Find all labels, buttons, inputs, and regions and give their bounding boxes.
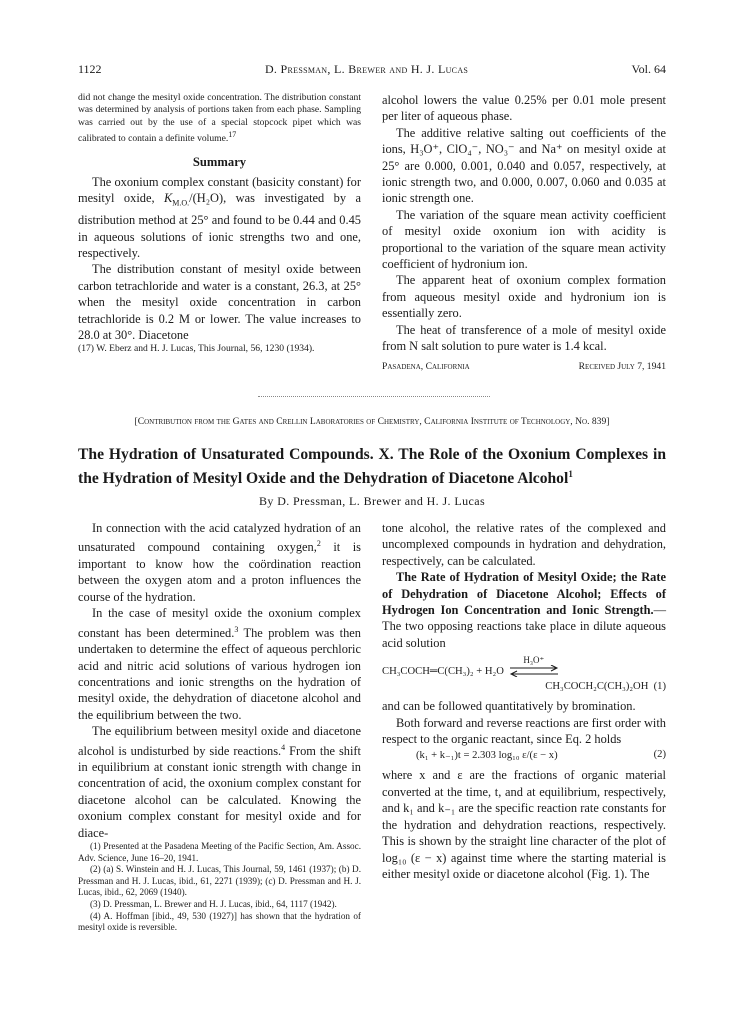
footnote-ref: 17 — [228, 130, 237, 140]
summary-heading: Summary — [192, 154, 247, 169]
summary-paragraph-4: The additive relative salting out coefficients of the ions, H₃O⁺, ClO₄⁻, NO₃⁻ and Na⁺ on mesityl oxide at 25° are 0.000, 0.001, 0.040 and 0.057, respectively, at ionic strength two, and 0.000, 0.007, 0.060 and 0.035 at ionic strength one. — [382, 125, 666, 206]
signature-line — [382, 361, 666, 372]
intro-paragraph: did not change the mesityl oxide concentration. The distribution constant was determined by analysis of portions taken from each phase. Sampling was carried out by the use of a special stopcock pipet which was calibrated to contain a definite volume.$^{17}$ — [78, 92, 361, 145]
intro-paragraph-3: The equilibrium between mesityl oxide and diacetone alcohol is undisturbed by side reactions.$^4$ From the shift in equilibrium at constant ionic strength with change in concentration of acid, the oxonium complex constant for diacetone alcohol can be calculated. Knowing the oxonium complex constant for mesityl oxide and for diace- — [78, 724, 361, 840]
right-column-top — [382, 92, 666, 372]
footnote-1: (1) Presented at the Pasadena Meeting of the Pacific Section, Am. Assoc. Adv. Science, June 16–20, 1941. — [78, 841, 361, 863]
equilibrium-arrow-icon — [508, 665, 560, 677]
summary-paragraph-7: The heat of transference of a mole of mesityl oxide from N salt solution to pure water is 1.4 kcal. — [382, 322, 666, 354]
running-head-authors: D. Pressman, L. Brewer and H. J. Lucas — [264, 62, 469, 76]
summary-paragraph-1: The oxonium complex constant (basicity constant) for mesityl oxide, $K_{M.O.}/(H_2O)$, was investigated by a distribution method at 25° and found to be 0.44 and 0.45 in aqueous solutions of ionic strengths two and one, respectively. — [78, 174, 361, 260]
intro-paragraph-2: In the case of mesityl oxide the oxonium complex constant has been determined.$^3$ The problem was then undertaken to determine the effect of aqueous perchloric acid and nitric acid solutions of various hydrogen ion concentrations and ionic strengths on the hydration of mesityl oxide, the dehydration of diacetone alcohol and the equilibrium between the two. — [78, 606, 361, 722]
rate-section-heading: The Rate of Hydration of Mesityl Oxide; the Rate of Dehydration of Diacetone Alcohol; Effects of Hydrogen Ion Concentration and Ionic Strength. — [382, 570, 666, 618]
footnote-17: (17) W. Eberz and H. J. Lucas, This Journal, 56, 1230 (1934). — [78, 343, 315, 355]
location: Pasadena, California — [382, 360, 470, 372]
left-column-top — [78, 92, 361, 356]
body-paragraph-3: Both forward and reverse reactions are first order with respect to the organic reactant, since Eq. 2 holds — [382, 715, 666, 747]
equation-1-left: CH₃COCH═C(CH₃)₂ + H₂O — [382, 666, 504, 678]
body-paragraph-2: and can be followed quantitatively by bromination. — [382, 699, 636, 714]
summary-paragraph-5: The variation of the square mean activity coefficient of mesityl oxide oxonium ion with acidity is proportional to the variation of the square mean activity coefficient of hydronium ion. — [382, 207, 666, 272]
catalyst-label: H₃O⁺ — [523, 655, 545, 666]
intro-paragraph-1: In connection with the acid catalyzed hydration of an unsaturated compound containing oxygen,$^2$ it is important to know how the coördination reaction between the oxygen atom and a proton influences the course of the hydration. — [78, 521, 361, 604]
received-date: Received July 7, 1941 — [578, 360, 666, 372]
equation-1-number: (1) — [653, 681, 666, 693]
body-paragraph-1: tone alcohol, the relative rates of the complexed and uncomplexed compounds in hydration and dehydration, respectively, can be calculated. — [382, 521, 666, 568]
summary-paragraph-3: alcohol lowers the value 0.25% per 0.01 mole present per liter of aqueous phase. — [382, 93, 666, 124]
summary-paragraph-6: The apparent heat of oxonium complex formation from aqueous mesityl oxide and hydronium ion is essentially zero. — [382, 273, 666, 321]
equation-2-number: (2) — [653, 749, 666, 761]
equation-2 — [382, 749, 666, 761]
footnote-2: (2) (a) S. Winstein and H. J. Lucas, This Journal, 59, 1461 (1937); (b) D. Pressman and H. J. Lucas, ibid., 61, 2271 (1939); (c) D. Pressman and H. J. Lucas, ibid., 62, 2069 (1940). — [78, 864, 361, 898]
volume-label: Vol. 64 — [631, 62, 666, 76]
right-column-bottom — [382, 520, 666, 882]
equilibrium-arrows — [508, 655, 560, 679]
left-column-bottom — [78, 520, 361, 934]
equation-2-expression: (k₁ + k₋₁)t = 2.303 log₁₀ ε/(ε − x) — [416, 750, 558, 762]
byline: By D. Pressman, L. Brewer and H. J. Lucas — [258, 494, 486, 508]
title-footnote-ref: 1 — [568, 468, 573, 479]
summary-paragraph-2: The distribution constant of mesityl oxide between carbon tetrachloride and water is a constant, 26.3, at 25° when the mesityl oxide concentration in carbon tetrachloride is 0.2 M or lower. The value increases to 28.0 at 30°. Diacetone — [78, 262, 361, 342]
page-number: 1122 — [78, 62, 102, 76]
article-divider — [258, 396, 490, 397]
footnote-3: (3) D. Pressman, L. Brewer and H. J. Lucas, ibid., 64, 1117 (1942). — [90, 899, 337, 910]
contribution-line: [Contribution from the Gates and Crellin Laboratories of Chemistry, California Institute of Technology, No. 839] — [134, 416, 610, 427]
equation-1-right: CH₃COCH₂C(CH₃)₂OH — [545, 681, 649, 693]
article-title: The Hydration of Unsaturated Compounds. X. The Role of the Oxonium Complexes in the Hydration of Mesityl Oxide and the Dehydration of Diacetone Alcohol$^1$ — [78, 446, 666, 487]
running-head — [78, 62, 666, 77]
equation-1 — [382, 655, 666, 694]
rate-section: The Rate of Hydration of Mesityl Oxide; the Rate of Dehydration of Diacetone Alcohol; Effects of Hydrogen Ion Concentration and Ionic Strength.—The two opposing reactions take place in dilute aqueous acid solution — [382, 570, 666, 650]
body-paragraph-4: where x and ε are the fractions of organic material converted at the time, t, and at equilibrium, respectively, and k₁ and k₋₁ are the specific reaction rate constants for the hydration and dehydration reactions, respectively. This is shown by the straight line character of the plot of log₁₀ (ε − x) against time where the starting material is either mesityl oxide or diacetone alcohol (Fig. 1). The — [382, 768, 666, 881]
footnote-4: (4) A. Hoffman [ibid., 49, 530 (1927)] has shown that the hydration of mesityl oxide is reversible. — [78, 910, 361, 933]
